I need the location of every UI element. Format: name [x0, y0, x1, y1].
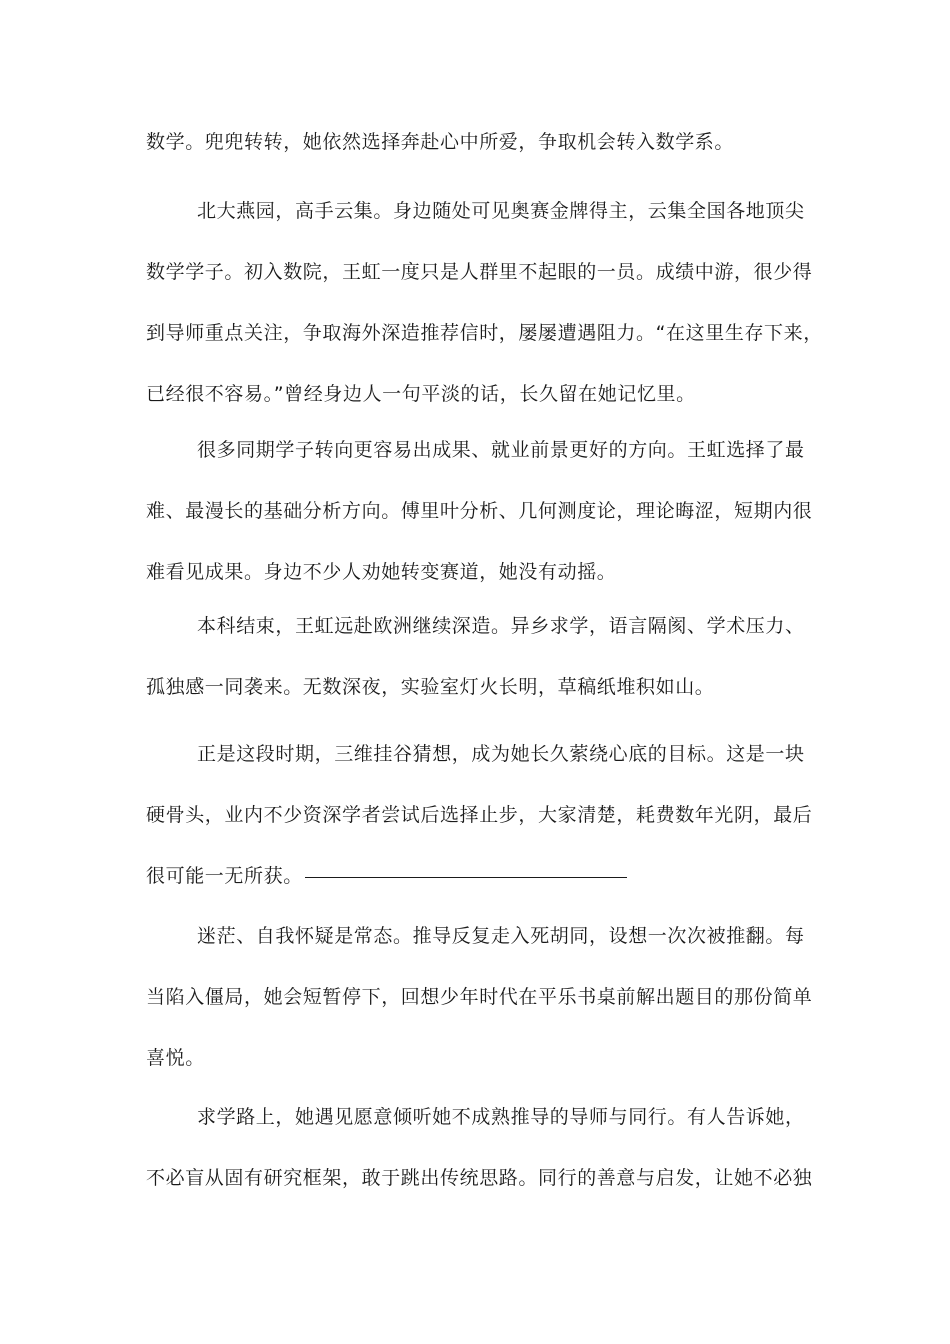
text-line: 喜悦。	[146, 1047, 205, 1069]
paragraph-2	[146, 181, 823, 425]
text-line: 北大燕园，高手云集。身边随处可见奥赛金牌得主，云集全国各地顶尖	[197, 200, 805, 222]
text-line: 硬骨头，业内不少资深学者尝试后选择止步，大家清楚，耗费数年光阴，最后	[146, 804, 813, 826]
text-line: 数学。兜兜转转，她依然选择奔赴心中所爱，争取机会转入数学系。	[146, 131, 735, 153]
paragraph-3	[146, 420, 813, 603]
text-line: 本科结束，王虹远赴欧洲继续深造。异乡求学，语言隔阂、学术压力、	[197, 615, 805, 637]
text-line: 难看见成果。身边不少人劝她转变赛道，她没有动摇。	[146, 561, 617, 583]
paragraph-6	[146, 906, 813, 1089]
paragraph-1	[146, 112, 806, 173]
text-line-with-blank	[146, 846, 806, 907]
fill-in-blank-line	[305, 876, 627, 878]
text-line: 到导师重点关注，争取海外深造推荐信时，屡屡遭遇阻力。“在这里生存下来，	[146, 322, 823, 344]
text-line: 数学学子。初入数院，王虹一度只是人群里不起眼的一员。成绩中游，很少得	[146, 261, 813, 283]
text-line: 很多同期学子转向更容易出成果、就业前景更好的方向。王虹选择了最	[197, 439, 805, 461]
text-line: 不必盲从固有研究框架，敢于跳出传统思路。同行的善意与启发，让她不必独	[146, 1167, 813, 1189]
paragraph-7	[146, 1087, 813, 1209]
paragraph-4	[146, 596, 806, 718]
paragraph-5	[146, 724, 813, 907]
text-segment: 很可能一无所获。	[146, 865, 303, 887]
text-line: 正是这段时期，三维挂谷猜想，成为她长久萦绕心底的目标。这是一块	[197, 743, 805, 765]
text-line: 当陷入僵局，她会短暂停下，回想少年时代在平乐书桌前解出题目的那份简单	[146, 986, 813, 1008]
text-line: 已经很不容易。”曾经身边人一句平淡的话，长久留在她记忆里。	[146, 383, 696, 405]
text-line: 求学路上，她遇见愿意倾听她不成熟推导的导师与同行。有人告诉她，	[197, 1106, 805, 1128]
text-line: 迷茫、自我怀疑是常态。推导反复走入死胡同，设想一次次被推翻。每	[197, 925, 805, 947]
text-line: 难、最漫长的基础分析方向。傅里叶分析、几何测度论，理论晦涩，短期内很	[146, 500, 813, 522]
text-line: 孤独感一同袭来。无数深夜，实验室灯火长明，草稿纸堆积如山。	[146, 676, 715, 698]
